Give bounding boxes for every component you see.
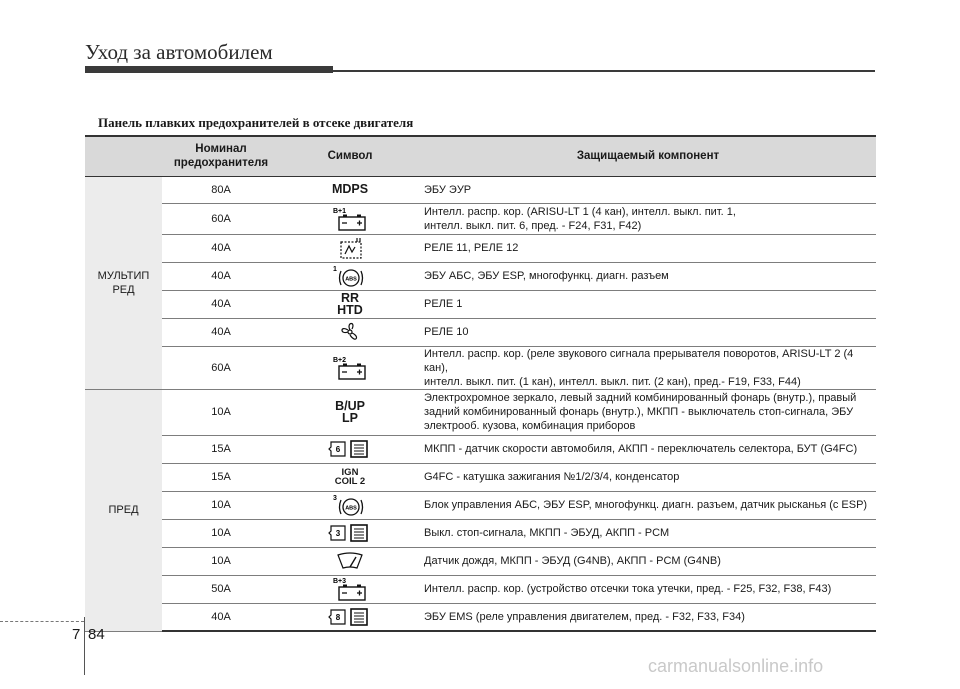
desc-cell: Выкл. стоп-сигнала, МКПП - ЭБУД, АКПП - PCM [420,519,876,547]
module-symbol [280,603,420,631]
table-row [85,176,876,203]
battery-icon [330,576,370,602]
rating-cell: 40A [162,290,280,318]
mdps-label: MDPS [331,182,369,196]
table-row [85,389,876,435]
desc-cell: Блок управления АБС, ЭБУ ESP, многофункц. диагн. разъем, датчик рысканья (с ESP) [420,491,876,519]
desc-cell: РЕЛЕ 10 [420,318,876,346]
desc-cell: Электрохромное зеркало, левый задний комбинированный фонарь (внутр.), правый задний комбинированный фонарь (внутр.), МКПП - выключатель стоп-сигнала, ЭБУ электрооб. кузова, комбинация приборов [420,389,876,435]
desc-cell: РЕЛЕ 1 [420,290,876,318]
table-row [85,519,876,547]
ign-coil-symbol [280,463,420,491]
desc-cell: ЭБУ ЭУР [420,176,876,203]
module-symbol [280,519,420,547]
desc-cell: Интелл. распр. кор. (устройство отсечки тока утечки, пред. - F25, F32, F38, F43) [420,575,876,603]
ign-coil-label: IGN COIL 2 [334,466,366,487]
table-row [85,463,876,491]
abs-symbol [280,262,420,290]
rating-cell: 60A [162,346,280,389]
abs-number: 1 [333,266,337,273]
header-symbol: Символ [327,150,373,163]
desc-cell: Интелл. распр. кор. (реле звукового сигнала прерывателя поворотов, ARISU-LT 2 (4 кан), интелл. выкл. пит. (1 кан), интелл. выкл. пит. (2 кан), пред.- F19, F33, F44) [420,346,876,389]
footer-divider [84,617,85,675]
desc-cell: РЕЛЕ 11, РЕЛЕ 12 [420,234,876,262]
battery-label: B+2 [333,356,347,364]
watermark: carmanualsonline.info [648,656,824,676]
rating-cell: 80A [162,176,280,203]
page-header-title: Уход за автомобилем [85,40,273,64]
rating-cell: 10A [162,547,280,575]
rating-cell: 10A [162,491,280,519]
group-cell: ПРЕД [85,389,162,631]
fan-icon [336,320,364,344]
rating-cell: 40A [162,262,280,290]
bup-lp-symbol [280,389,420,435]
module-icon [327,606,373,628]
table-row [85,575,876,603]
table-row [85,346,876,389]
header-group [85,136,162,176]
fuse-table-header [85,136,876,176]
battery-symbol [280,203,420,234]
desc-cell: G4FC - катушка зажигания №1/2/3/4, конденсатор [420,463,876,491]
fuse-table-body [85,176,876,631]
desc-cell: Датчик дождя, МКПП - ЭБУД (G4NB), АКПП - PCM (G4NB) [420,547,876,575]
module-number: 8 [335,612,341,622]
page-number: 84 [88,626,105,643]
footer-rule [0,621,84,623]
battery-label: B+1 [333,207,347,215]
desc-cell: МКПП - датчик скорости автомобиля, АКПП - переключатель селектора, БУТ (G4FC) [420,435,876,463]
relay-symbol [280,234,420,262]
battery-symbol [280,346,420,389]
table-row [85,203,876,234]
svg-text:ABS: ABS [345,276,357,283]
rating-cell: 40A [162,603,280,631]
rating-cell: 15A [162,463,280,491]
group-cell: МУЛЬТИП РЕД [85,176,162,389]
battery-label: B+3 [333,578,347,585]
desc-cell: ЭБУ АБС, ЭБУ ESP, многофункц. диагн. разъем [420,262,876,290]
abs-icon [330,492,370,518]
table-row [85,491,876,519]
module-icon [327,522,373,544]
table-row [85,318,876,346]
relay-icon [333,236,367,260]
mdps-symbol [280,176,420,203]
section-title: Панель плавких предохранителей в отсеке двигателя [98,115,414,130]
module-number: 3 [335,529,341,538]
table-row [85,290,876,318]
rating-cell: 10A [162,389,280,435]
table-row [85,435,876,463]
rating-cell: 60A [162,203,280,234]
wiper-symbol [280,547,420,575]
rr-htd-symbol [280,290,420,318]
module-icon [327,438,373,460]
desc-cell: ЭБУ EMS (реле управления двигателем, пред. - F32, F33, F34) [420,603,876,631]
module-number: 6 [335,445,341,454]
abs-number: 3 [333,495,337,502]
battery-icon [330,355,370,381]
module-symbol [280,435,420,463]
rr-htd-label: RR HTD [337,290,363,317]
rating-cell: 50A [162,575,280,603]
table-row [85,547,876,575]
bup-lp-label: B/UP LP [335,398,365,425]
table-row [85,262,876,290]
header-rule-thick [85,66,333,73]
chapter-number: 7 [72,626,81,643]
abs-symbol [280,491,420,519]
fan-symbol [280,318,420,346]
svg-text:ABS: ABS [345,505,357,512]
wiper-icon [335,550,365,572]
table-row [85,603,876,631]
header-component: Защищаемый компонент [576,150,720,163]
rating-cell: 40A [162,318,280,346]
rating-cell: 15A [162,435,280,463]
rating-cell: 40A [162,234,280,262]
battery-icon [330,206,370,232]
header-rule-thin [333,70,875,72]
fuse-table [85,135,876,632]
battery-symbol [280,575,420,603]
desc-cell: Интелл. распр. кор. (ARISU-LT 1 (4 кан), интелл. выкл. пит. 1, интелл. выкл. пит. 6, пред. - F24, F31, F42) [420,203,876,234]
header-rating: Номинал предохранителя [173,143,269,170]
abs-icon [330,263,370,289]
table-row [85,234,876,262]
rating-cell: 10A [162,519,280,547]
